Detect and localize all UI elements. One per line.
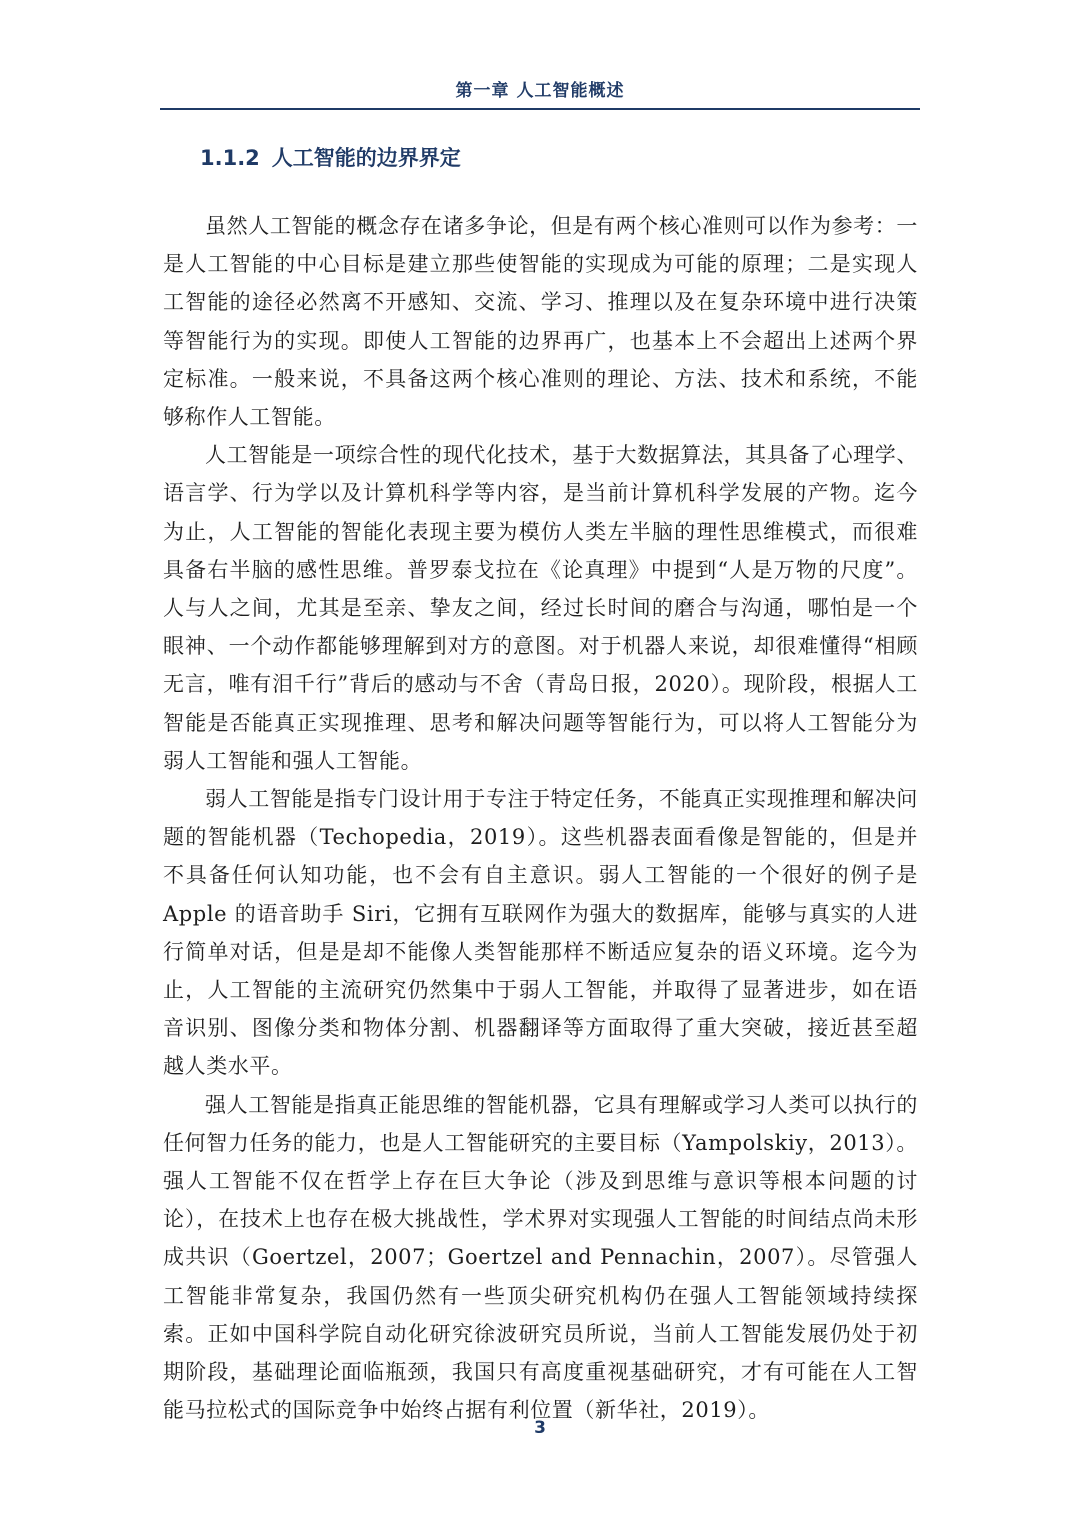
body-text [163,207,918,1430]
paragraph-2: 人工智能是一项综合性的现代化技术，基于大数据算法，其具备了心理学、语言学、行为学以及计算机科学等内容，是当前计算机科学发展的产物。迄今为止，人工智能的智能化表现主要为模仿人类左半脑的理性思维模式，而很难具备右半脑的感性思维。普罗泰戈拉在《论真理》中提到“人是万物的尺度”。人与人之间，尤其是至亲、挚友之间，经过长时间的磨合与沟通，哪怕是一个眼神、一个动作都能够理解到对方的意图。对于机器人来说，却很难懂得“相顾无言，唯有泪千行”背后的感动与不舍（青岛日报，2020）。现阶段，根据人工智能是否能真正实现推理、思考和解决问题等智能行为，可以将人工智能分为弱人工智能和强人工智能。 [163,443,918,773]
section-title: 人工智能的边界界定 [271,146,461,170]
section-heading [200,142,461,172]
paragraph-4: 强人工智能是指真正能思维的智能机器，它具有理解或学习人类可以执行的任何智力任务的能力，也是人工智能研究的主要目标（Yampolskiy，2013）。强人工智能不仅在哲学上存在巨大争论（涉及到思维与意识等根本问题的讨论），在技术上也存在极大挑战性，学术界对实现强人工智能的时间结点尚未形成共识（Goertzel，2007；Goertzel and Pennachin，2007）。尽管强人工智能非常复杂，我国仍然有一些顶尖研究机构仍在强人工智能领域持续探索。正如中国科学院自动化研究徐波研究员所说，当前人工智能发展仍处于初期阶段，基础理论面临瓶颈，我国只有高度重视基础研究，才有可能在人工智能马拉松式的国际竞争中始终占据有利位置（新华社，2019）。 [163,1092,918,1423]
paragraph-3: 弱人工智能是指专门设计用于专注于特定任务，不能真正实现推理和解决问题的智能机器（Techopedia，2019）。这些机器表面看像是智能的，但是并不具备任何认知功能，也不会有自主意识。弱人工智能的一个很好的例子是 Apple 的语音助手 Siri，它拥有互联网作为强大的数据库，能够与真实的人进行简单对话，但是是却不能像人类智能那样不断适应复杂的语义环境。迄今为止，人工智能的主流研究仍然集中于弱人工智能，并取得了显著进步，如在语音识别、图像分类和物体分割、机器翻译等方面取得了重大突破，接近甚至超越人类水平。 [163,787,918,1079]
chapter-title: 第一章 人工智能概述 [455,81,625,101]
running-header [160,76,920,110]
page-number: 3 [534,1418,546,1438]
paragraph-1: 虽然人工智能的概念存在诸多争论，但是有两个核心准则可以作为参考：一是人工智能的中心目标是建立那些使智能的实现成为可能的原理；二是实现人工智能的途径必然离不开感知、交流、学习、推理以及在复杂环境中进行决策等智能行为的实现。即使人工智能的边界再广，也基本上不会超出上述两个界定标准。一般来说，不具备这两个核心准则的理论、方法、技术和系统，不能够称作人工智能。 [163,214,918,430]
section-number: 1.1.2 [200,146,260,170]
